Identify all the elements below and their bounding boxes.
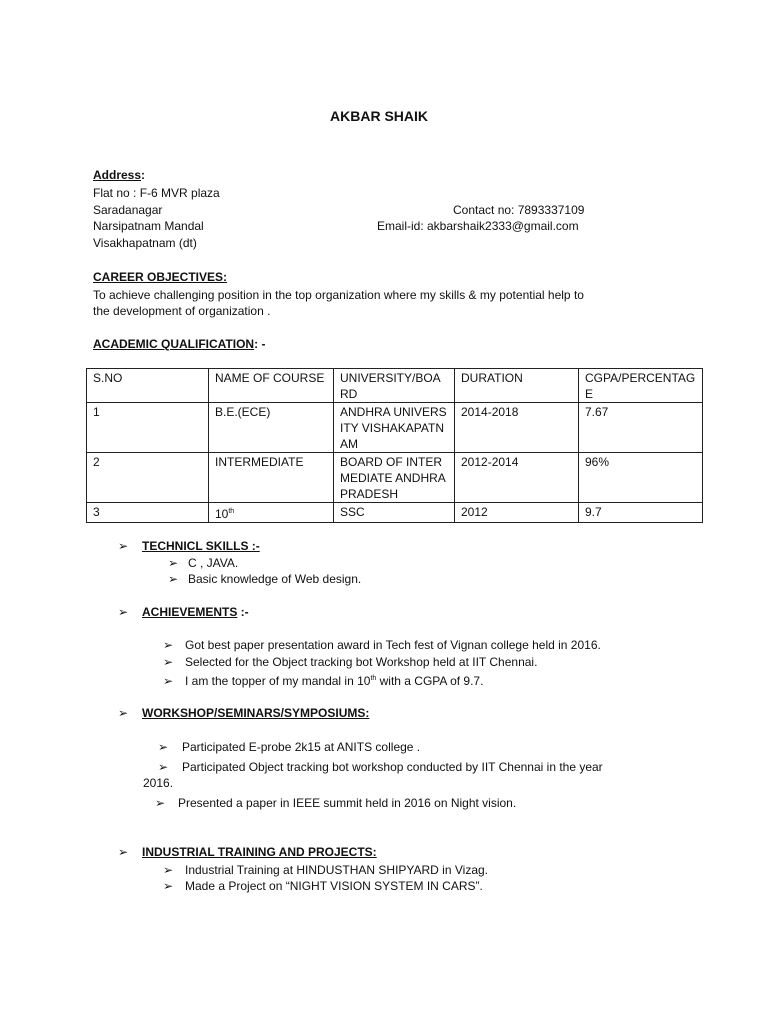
workshop-text-continued: 2016. <box>143 776 174 790</box>
table-cell: 2014-2018 <box>455 403 579 453</box>
achievement-text: I am the topper of my mandal in 10 <box>185 674 371 688</box>
skill-text: Basic knowledge of Web design. <box>188 572 362 586</box>
resume-name: AKBAR SHAIK <box>330 108 428 124</box>
arrow-bullet-icon: ➢ <box>168 572 179 586</box>
superscript: th <box>228 508 235 515</box>
table-header-row <box>87 369 703 403</box>
table-row <box>87 503 703 523</box>
arrow-bullet-icon: ➢ <box>158 740 169 754</box>
training-text: Industrial Training at HINDUSTHAN SHIPYARD in Vizag. <box>185 863 488 877</box>
skill-text: C , JAVA. <box>188 556 239 570</box>
workshop-text: Participated Object tracking bot workshop conducted by IIT Chennai in the year <box>182 760 603 774</box>
arrow-bullet-icon: ➢ <box>163 674 174 688</box>
list-item <box>155 795 516 812</box>
table-cell: 9.7 <box>579 503 703 523</box>
list-item <box>163 654 537 671</box>
address-line: Saradanagar <box>93 203 163 217</box>
table-cell: INTERMEDIATE <box>209 453 334 503</box>
superscript: th <box>370 675 377 682</box>
address-line: Visakhapatnam (dt) <box>93 236 197 250</box>
workshops-heading-wrap <box>118 706 369 720</box>
skills-heading: TECHNICL SKILLS :- <box>142 539 260 553</box>
table-cell: 96% <box>579 453 703 503</box>
achievements-heading-wrap <box>118 605 249 619</box>
table-header-cell: DURATION <box>455 369 579 403</box>
training-heading-wrap <box>118 845 377 859</box>
training-heading: INDUSTRIAL TRAINING AND PROJECTS: <box>142 845 377 859</box>
table-cell: ANDHRA UNIVERSITY VISHAKAPATNAM <box>334 403 455 453</box>
address-line: Narsipatnam Mandal <box>93 219 204 233</box>
table-header-cell: UNIVERSITY/BOARD <box>334 369 455 403</box>
academic-table <box>86 368 703 523</box>
table-header-cell: CGPA/PERCENTAGE <box>579 369 703 403</box>
academic-heading-suffix: : - <box>254 337 266 351</box>
training-text: Made a Project on “NIGHT VISION SYSTEM IN CARS”. <box>185 879 483 893</box>
academic-heading: ACADEMIC QUALIFICATION <box>93 337 255 351</box>
arrow-bullet-icon: ➢ <box>163 879 174 893</box>
table-cell: 3 <box>87 503 209 523</box>
arrow-bullet-icon: ➢ <box>168 556 179 570</box>
arrow-bullet-icon: ➢ <box>155 796 166 810</box>
workshops-heading: WORKSHOP/SEMINARS/SYMPOSIUMS: <box>142 706 370 720</box>
achievement-text: with a CGPA of 9.7. <box>376 674 484 688</box>
career-heading: CAREER OBJECTIVES: <box>93 270 228 284</box>
skills-heading-wrap <box>118 539 260 553</box>
table-cell: 2 <box>87 453 209 503</box>
arrow-bullet-icon: ➢ <box>118 845 129 859</box>
workshop-text: Participated E-probe 2k15 at ANITS college . <box>182 740 421 754</box>
table-cell: 2012-2014 <box>455 453 579 503</box>
arrow-bullet-icon: ➢ <box>118 706 129 720</box>
table-cell: BOARD OF INTERMEDIATE ANDHRAPRADESH <box>334 453 455 503</box>
achievements-heading: ACHIEVEMENTS <box>142 605 238 619</box>
table-cell: 7.67 <box>579 403 703 453</box>
contact-phone: Contact no: 7893337109 <box>453 203 585 217</box>
address-line: Flat no : F-6 MVR plaza <box>93 186 220 200</box>
career-line: To achieve challenging position in the top organization where my skills & my potential help to <box>93 288 584 302</box>
table-row <box>87 403 703 453</box>
list-item <box>163 671 483 690</box>
table-header-cell: S.NO <box>87 369 209 403</box>
list-item <box>163 878 483 895</box>
address-colon: : <box>141 168 146 182</box>
list-item <box>163 637 601 654</box>
academic-heading-wrap <box>93 337 265 351</box>
achievements-suffix: :- <box>237 605 249 619</box>
achievement-text: Selected for the Object tracking bot Workshop held at IIT Chennai. <box>185 655 538 669</box>
list-item <box>168 555 238 572</box>
arrow-bullet-icon: ➢ <box>163 655 174 669</box>
table-cell: 2012 <box>455 503 579 523</box>
workshop-text: Presented a paper in IEEE summit held in 2016 on Night vision. <box>178 796 517 810</box>
table-cell-text: 10 <box>215 507 229 521</box>
list-item <box>168 571 361 588</box>
table-cell <box>209 503 334 523</box>
table-header-cell: NAME OF COURSE <box>209 369 334 403</box>
arrow-bullet-icon: ➢ <box>118 605 129 619</box>
table-cell: 1 <box>87 403 209 453</box>
list-item <box>158 739 420 756</box>
arrow-bullet-icon: ➢ <box>163 638 174 652</box>
arrow-bullet-icon: ➢ <box>163 863 174 877</box>
list-item <box>163 862 488 879</box>
table-cell: SSC <box>334 503 455 523</box>
career-line: the development of organization . <box>93 304 271 318</box>
address-heading-wrap <box>93 168 145 182</box>
arrow-bullet-icon: ➢ <box>118 539 129 553</box>
table-row <box>87 453 703 503</box>
achievement-text: Got best paper presentation award in Tech fest of Vignan college held in 2016. <box>185 638 601 652</box>
address-heading: Address <box>93 168 142 182</box>
contact-email: Email-id: akbarshaik2333@gmail.com <box>377 219 579 233</box>
table-cell: B.E.(ECE) <box>209 403 334 453</box>
list-item <box>158 759 603 776</box>
arrow-bullet-icon: ➢ <box>158 760 169 774</box>
